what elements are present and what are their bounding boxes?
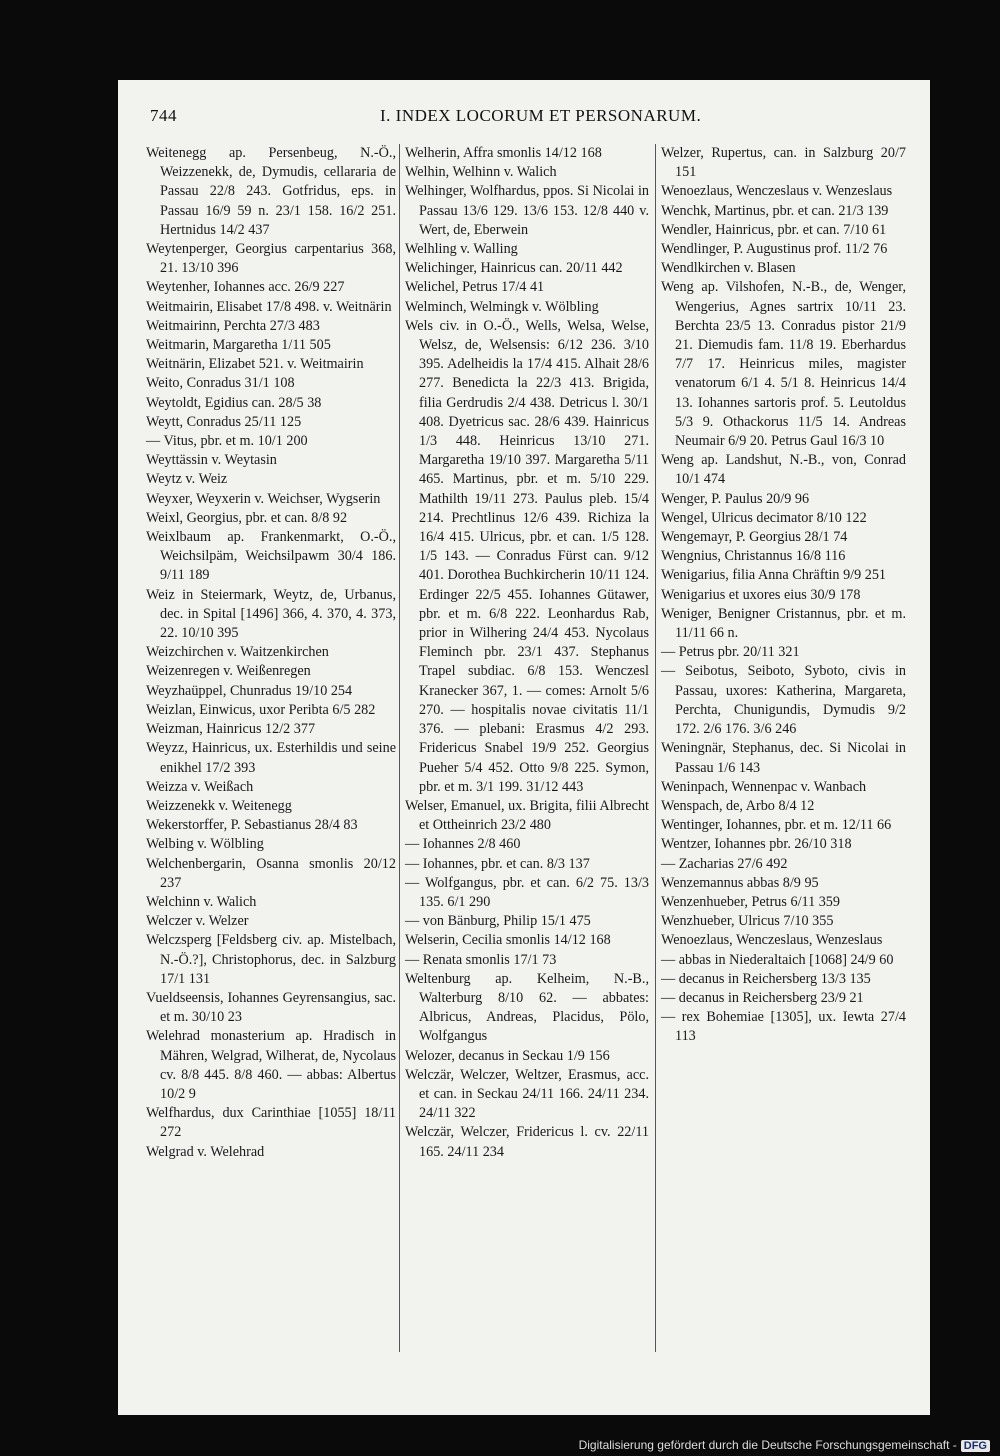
index-entry: Welzer, Rupertus, can. in Salzburg 20/7 151 [661, 145, 906, 181]
index-entry: Wenigarius, filia Anna Chräftin 9/9 251 [661, 567, 887, 584]
index-entry: Welchinn v. Walich [146, 893, 257, 910]
index-entry: Weyxer, Weyxerin v. Weichser, Wygserin [146, 490, 381, 507]
index-entry: Wengemayr, P. Georgius 28/1 74 [661, 529, 848, 546]
index-column-3 [661, 144, 906, 1047]
index-entry: Wenoezlaus, Wenczeslaus v. Wenzeslaus [661, 183, 893, 200]
index-entry: Weniger, Benigner Cristannus, pbr. et m. 11/11 66 n. [661, 605, 906, 642]
index-entry: Welhling v. Walling [405, 241, 518, 258]
index-entry: Weitmairin, Elisabet 17/8 498. v. Weitnärin [146, 298, 392, 315]
index-entry: Welhinger, Wolfhardus, ppos. Si Nicolai in Passau 13/6 129. 13/6 153. 12/8 440 v. Wert, de, Eberwein [405, 183, 649, 238]
index-entry: Welczär, Welczer, Weltzer, Erasmus, acc. et can. in Seckau 24/11 166. 24/11 234. 24/11 322 [405, 1066, 649, 1122]
index-entry: Weizza v. Weißach [146, 778, 254, 795]
index-column-2 [405, 144, 649, 1162]
index-entry: Weixl, Georgius, pbr. et can. 8/8 92 [146, 509, 348, 526]
index-entry: — Wolfgangus, pbr. et can. 6/2 75. 13/3 135. 6/1 290 [405, 874, 649, 910]
index-entry: Wengel, Ulricus decimator 8/10 122 [661, 509, 867, 526]
index-entry: Welgrad v. Welehrad [146, 1143, 265, 1160]
index-entry: Wendlkirchen v. Blasen [661, 260, 796, 277]
index-entry: Welichinger, Hainricus can. 20/11 442 [405, 260, 623, 277]
index-entry: Wenger, P. Paulus 20/9 96 [661, 490, 810, 507]
dfg-logo: DFG [961, 1440, 990, 1452]
index-entry: Weltenburg ap. Kelheim, N.-B., Walterburg 8/10 62. — abbates: Albricus, Andreas, Placidus, Pölo, Wolfgangus [405, 970, 649, 1045]
column-divider [399, 144, 400, 1352]
index-entry: Welserin, Cecilia smonlis 14/12 168 [405, 932, 611, 949]
index-entry: Wenoezlaus, Wenczeslaus, Wenzeslaus [661, 932, 883, 949]
index-entry: Welbing v. Wölbling [146, 836, 264, 853]
column-divider [655, 144, 656, 1352]
index-entry: Wenzenhueber, Petrus 6/11 359 [661, 893, 840, 910]
index-column-1 [146, 144, 396, 1162]
index-entry: Wenigarius et uxores eius 30/9 178 [661, 586, 861, 603]
index-entry: Wenchk, Martinus, pbr. et can. 21/3 139 [661, 202, 889, 219]
index-entry: Weizlan, Einwicus, uxor Peribta 6/5 282 [146, 701, 376, 718]
index-entry: Weizenregen v. Weißenregen [146, 663, 311, 680]
index-entry: Weyzhaüppel, Chunradus 19/10 254 [146, 682, 353, 699]
index-entry: Wentzer, Iohannes pbr. 26/10 318 [661, 836, 852, 853]
index-entry: — Petrus pbr. 20/11 321 [661, 644, 800, 661]
index-entry: Weizchirchen v. Waitzenkirchen [146, 644, 329, 661]
index-entry: Wenzhueber, Ulricus 7/10 355 [661, 913, 834, 930]
index-entry: Wels civ. in O.-Ö., Wells, Welsa, Welse, Welsz, de, Welsensis: 6/12 236. 3/10 395. Adelheidis la 17/4 415. Alhait 28/6 277. Benedicta la 22/3 413. Brigida, filia Gerdrudis 2/4 438. Detricus l. 30/1 408. Dyetricus sac. 28/6 439. Hainricus 1/3 448. Heinricus 13/10 271. Margaretha 19/10 397. Margaretha 5/11 465. Martinus, pbr. et m. 5/10 229. Mathilth 19/11 273. Paulus pleb. 15/4 214. Prechtlinus 12/6 439. Richiza la 16/4 415. Ulricus, pbr. et can. 1/5 128. 1/5 143. — Conradus Fürst can. 9/12 401. Dorothea Buchkircherin 10/11 124. Erdinger 22/5 455. Iohannes Gütawer, pbr. et m. 6/8 222. Leonhardus Rab, prior in Wilhering 24/4 453. Nycolaus Fleminch pbr. 23/1 437. Stephanus Trapel subdiac. 6/8 153. Wenczesl Kranecker 367, 1. — comes: Arnolt 5/6 270. — hospitalis novae civitatis 11/1 376. — plebani: Erasmus 4/2 293. Fridericus Snabel 19/9 252. Georgius Pueher 5/4 452. Otto 9/8 225. Symon, pbr. et m. 3/1 199. 31/12 443 [405, 317, 649, 795]
index-entry: Weitmarin, Margaretha 1/11 505 [146, 337, 331, 354]
index-entry: Welozer, decanus in Seckau 1/9 156 [405, 1047, 610, 1064]
index-entry: Welser, Emanuel, ux. Brigita, filii Albrecht et Ottheinrich 23/2 480 [405, 797, 649, 834]
index-entry: — abbas in Niederaltaich [1068] 24/9 60 [661, 951, 894, 968]
index-entry: Weng ap. Vilshofen, N.-B., de, Wenger, Wengerius, Agnes sartrix 10/11 23. Berchta 23/5 13. Conradus pistor 21/9 21. Diemudis fam. 11/8 19. Eberhardus 7/7 17. Heinricus miles, magister venatorum 6/1 4. 5/1 8. Heinricus 14/4 13. Iohannes sartoris prof. 5. Leutoldus 5/3 9. Othackorus 11/5 14. Andreas Neumair 6/9 20. Petrus Gaul 16/3 10 [661, 279, 906, 450]
index-entry: Weninpach, Wennenpac v. Wanbach [661, 778, 867, 795]
index-entry: Weizman, Hainricus 12/2 377 [146, 721, 316, 738]
index-entry: — von Bänburg, Philip 15/1 475 [405, 913, 591, 930]
page-title: I. INDEX LOCORUM ET PERSONARUM. [380, 106, 702, 125]
index-entry: Wenspach, de, Arbo 8/4 12 [661, 797, 815, 814]
index-entry: Wentinger, Iohannes, pbr. et m. 12/11 66 [661, 817, 892, 834]
index-entry: Weiz in Steiermark, Weytz, de, Urbanus, dec. in Spital [1496] 366, 4. 370, 4. 373, 22. 10/10 395 [146, 586, 396, 642]
index-entry: Welczär, Welczer, Fridericus l. cv. 22/11 165. 24/11 234 [405, 1124, 649, 1160]
index-entry: Weytz v. Weiz [146, 471, 228, 488]
index-entry: — Iohannes 2/8 460 [405, 836, 521, 853]
index-entry: Welehrad monasterium ap. Hradisch in Mähren, Welgrad, Wilherat, de, Nycolaus cv. 8/8 445. 8/8 460. — abbas: Albertus 10/2 9 [146, 1028, 396, 1102]
index-entry: Weitnärin, Elizabet 521. v. Weitmairin [146, 356, 364, 373]
index-entry: Weyttässin v. Weytasin [146, 452, 277, 469]
index-entry: Weito, Conradus 31/1 108 [146, 375, 295, 392]
index-entry: Weytenperger, Georgius carpentarius 368, 21. 13/10 396 [146, 241, 396, 277]
index-entry: — decanus in Reichersberg 23/9 21 [661, 989, 864, 1006]
index-entry: Vueldseensis, Iohannes Geyrensangius, sac. et m. 30/10 23 [146, 989, 396, 1026]
index-entry: Welfhardus, dux Carinthiae [1055] 18/11 272 [146, 1105, 396, 1141]
index-entry: Welczer v. Welzer [146, 913, 249, 930]
index-entry: Weizzenekk v. Weitenegg [146, 797, 292, 814]
index-entry: Weixlbaum ap. Frankenmarkt, O.-Ö., Weichsilpäm, Weichsilpawm 30/4 186. 9/11 189 [146, 529, 396, 584]
index-entry: — Zacharias 27/6 492 [661, 855, 788, 872]
index-entry: Wenzemannus abbas 8/9 95 [661, 874, 819, 891]
index-entry: Weytenher, Iohannes acc. 26/9 227 [146, 279, 345, 296]
index-entry: Wendlinger, P. Augustinus prof. 11/2 76 [661, 241, 888, 258]
index-entry: Welhin, Welhinn v. Walich [405, 164, 557, 181]
index-entry: Wengnius, Christannus 16/8 116 [661, 548, 846, 565]
index-entry: Welminch, Welmingk v. Wölbling [405, 298, 599, 315]
index-entry: Weytoldt, Egidius can. 28/5 38 [146, 394, 322, 411]
index-entry: Weytt, Conradus 25/11 125 [146, 413, 302, 430]
index-entry: Weyzz, Hainricus, ux. Esterhildis und seine enikhel 17/2 393 [146, 740, 396, 776]
index-entry: Welichel, Petrus 17/4 41 [405, 279, 545, 296]
index-entry: — Renata smonlis 17/1 73 [405, 951, 557, 968]
index-entry: Welczsperg [Feldsberg civ. ap. Mistelbach, N.-Ö.?], Christophorus, dec. in Salzburg 17/1 131 [146, 932, 396, 987]
index-entry: Weng ap. Landshut, N.-B., von, Conrad 10/1 474 [661, 452, 906, 488]
index-entry: Wendler, Hainricus, pbr. et can. 7/10 61 [661, 221, 887, 238]
index-entry: Weitmairinn, Perchta 27/3 483 [146, 317, 320, 334]
digitization-footer [579, 1438, 990, 1452]
index-entry: — Vitus, pbr. et m. 10/1 200 [146, 433, 308, 450]
index-entry: Weningnär, Stephanus, dec. Si Nicolai in Passau 1/6 143 [661, 740, 906, 776]
page-number: 744 [150, 106, 177, 125]
index-entry: Wekerstorffer, P. Sebastianus 28/4 83 [146, 817, 358, 834]
index-entry: — decanus in Reichersberg 13/3 135 [661, 970, 871, 987]
index-page [118, 80, 930, 1415]
index-entry: Welherin, Affra smonlis 14/12 168 [405, 145, 602, 161]
index-entry: — Seibotus, Seiboto, Syboto, civis in Passau, uxores: Katherina, Margareta, Perchta, Chunigundis, Dymudis 9/2 172. 2/6 176. 3/6 246 [661, 663, 906, 738]
index-entry: — Iohannes, pbr. et can. 8/3 137 [405, 855, 590, 872]
index-entry: Weitenegg ap. Persenbeug, N.-Ö., Weizzenekk, de, Dymudis, cellararia de Passau 22/8 243. Gotfridus, eps. in Passau 16/9 59 n. 23/1 158. 16/2 251. Hertnidus 14/2 437 [146, 145, 396, 238]
index-entry: Welchenbergarin, Osanna smonlis 20/12 237 [146, 855, 396, 891]
footer-text: Digitalisierung gefördert durch die Deutsche Forschungsgemeinschaft - [578, 1438, 957, 1452]
page-header [150, 106, 898, 130]
index-entry: — rex Bohemiae [1305], ux. Iewta 27/4 113 [661, 1009, 906, 1045]
